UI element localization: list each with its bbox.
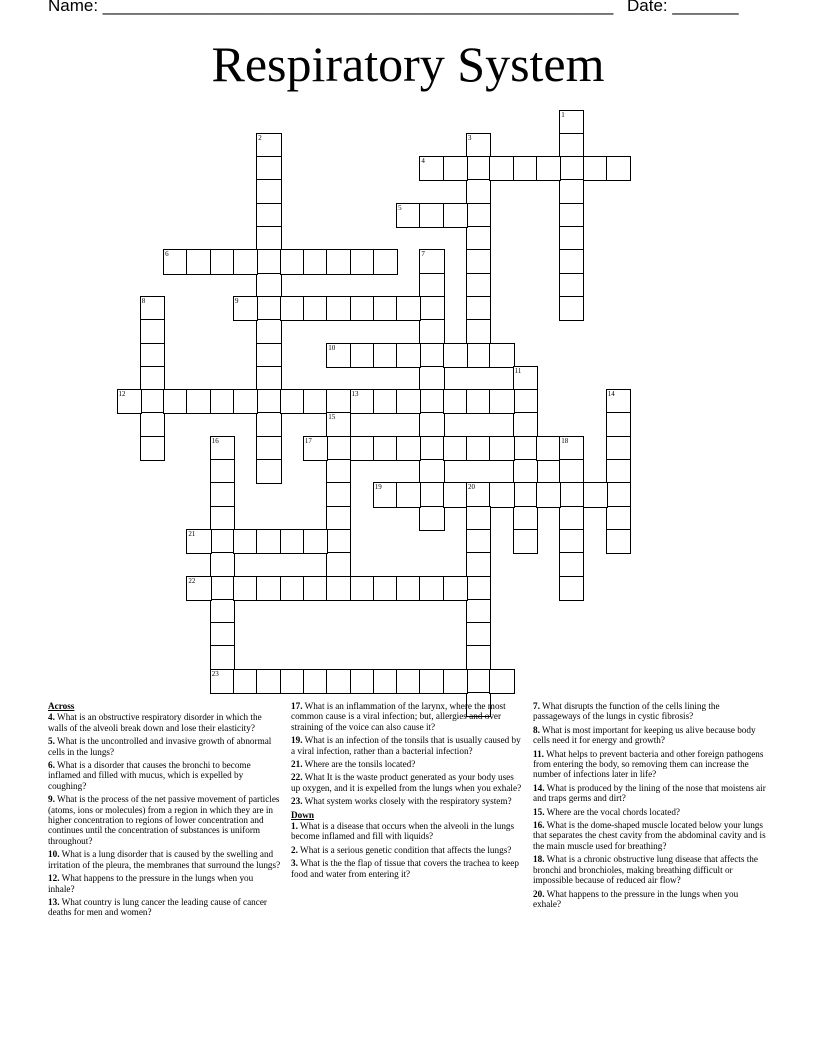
cell-number: 16: [211, 436, 219, 445]
grid-cell[interactable]: [419, 273, 444, 298]
grid-cell[interactable]: [373, 482, 398, 507]
grid-cell[interactable]: [280, 249, 305, 274]
clue-number: 22.: [291, 772, 303, 783]
grid-cell[interactable]: [536, 482, 561, 507]
clue-text: What is an infection of the tonsils that is usually caused by a viral infection, rather than a bacterial infection?: [291, 735, 521, 756]
grid-cell[interactable]: [233, 296, 258, 321]
grid-cell[interactable]: [513, 436, 538, 461]
grid-cell[interactable]: [373, 389, 398, 414]
grid-cell[interactable]: [606, 389, 631, 414]
grid-cell[interactable]: [606, 436, 631, 461]
grid-cell[interactable]: [303, 576, 328, 601]
grid-cell[interactable]: [256, 226, 281, 251]
grid-cell[interactable]: [396, 389, 421, 414]
grid-cell[interactable]: [396, 576, 421, 601]
across-clue-list-continued: [291, 701, 524, 807]
grid-cell[interactable]: [419, 482, 444, 507]
clue-number: 12.: [48, 873, 60, 884]
grid-cell[interactable]: [186, 576, 211, 601]
grid-cell[interactable]: [396, 482, 421, 507]
grid-cell[interactable]: [396, 203, 421, 228]
grid-cell[interactable]: [326, 436, 351, 461]
grid-cell[interactable]: [606, 459, 631, 484]
grid-cell[interactable]: [466, 436, 491, 461]
clue-text: What disrupts the function of the cells lining the passageways of the lungs in cystic fibrosis?: [533, 701, 720, 722]
grid-cell[interactable]: [419, 669, 444, 694]
clue-item: [48, 712, 281, 733]
clue-text: What is an obstructive respiratory disorder in which the walls of the alveoli break down and lose their elasticity?: [48, 712, 262, 733]
name-field-label[interactable]: Name: ______________________________________________________: [48, 0, 614, 15]
grid-cell[interactable]: [559, 506, 584, 531]
clue-item: [291, 821, 524, 842]
grid-cell[interactable]: [419, 203, 444, 228]
grid-cell[interactable]: [466, 645, 491, 670]
grid-cell[interactable]: [326, 506, 351, 531]
grid-cell[interactable]: [210, 645, 235, 670]
cell-number: 5: [398, 203, 402, 212]
grid-cell[interactable]: [443, 482, 468, 507]
grid-cell[interactable]: [559, 436, 584, 461]
grid-cell[interactable]: [186, 389, 211, 414]
grid-cell[interactable]: [210, 436, 235, 461]
grid-cell[interactable]: [419, 506, 444, 531]
grid-cell[interactable]: [419, 296, 444, 321]
grid-cell[interactable]: [256, 459, 281, 484]
grid-cell[interactable]: [256, 133, 281, 158]
clue-item: [48, 736, 281, 757]
grid-cell[interactable]: [513, 156, 538, 181]
grid-cell[interactable]: [280, 389, 305, 414]
grid-cell[interactable]: [606, 412, 631, 437]
clue-number: 11.: [533, 748, 544, 759]
clue-text: Where are the vocal chords located?: [544, 806, 681, 817]
clue-number: 20.: [533, 888, 545, 899]
clue-text: What is the uncontrolled and invasive growth of abnormal cells in the lungs?: [48, 736, 272, 757]
grid-cell[interactable]: [536, 436, 561, 461]
cell-number: 19: [374, 483, 382, 492]
grid-cell[interactable]: [373, 576, 398, 601]
grid-cell[interactable]: [513, 412, 538, 437]
grid-cell[interactable]: [443, 343, 468, 368]
grid-cell[interactable]: [280, 529, 305, 554]
grid-cell[interactable]: [326, 412, 351, 437]
grid-cell[interactable]: [210, 576, 235, 601]
clue-number: 6.: [48, 760, 55, 771]
grid-cell[interactable]: [233, 249, 258, 274]
grid-cell[interactable]: [419, 366, 444, 391]
grid-cell[interactable]: [443, 436, 468, 461]
grid-cell[interactable]: [256, 203, 281, 228]
clue-item: [533, 725, 766, 746]
grid-cell[interactable]: [326, 343, 351, 368]
grid-cell[interactable]: [559, 179, 584, 204]
cell-number: 18: [561, 436, 569, 445]
grid-cell[interactable]: [350, 436, 375, 461]
cell-number: 17: [304, 436, 312, 445]
grid-cell[interactable]: [350, 389, 375, 414]
grid-cell[interactable]: [466, 296, 491, 321]
grid-cell[interactable]: [350, 669, 375, 694]
grid-cell[interactable]: [559, 552, 584, 577]
grid-cell[interactable]: [280, 576, 305, 601]
date-field-label[interactable]: Date: _______: [627, 0, 739, 15]
grid-cell[interactable]: [396, 343, 421, 368]
grid-cell[interactable]: [419, 576, 444, 601]
grid-cell[interactable]: [350, 296, 375, 321]
clue-item: [291, 772, 524, 793]
grid-cell[interactable]: [466, 529, 491, 554]
grid-cell[interactable]: [256, 249, 281, 274]
grid-cell[interactable]: [466, 133, 491, 158]
across-clue-list: [48, 712, 281, 917]
grid-cell[interactable]: [466, 249, 491, 274]
clue-item: [291, 796, 524, 806]
grid-cell[interactable]: [303, 249, 328, 274]
cell-number: 21: [188, 529, 196, 538]
grid-cell[interactable]: [513, 482, 538, 507]
grid-cell[interactable]: [256, 156, 281, 181]
grid-cell[interactable]: [443, 669, 468, 694]
grid-cell[interactable]: [186, 529, 211, 554]
grid-cell[interactable]: [559, 273, 584, 298]
grid-cell[interactable]: [256, 343, 281, 368]
grid-cell[interactable]: [350, 576, 375, 601]
clue-item: [48, 873, 281, 894]
grid-cell[interactable]: [466, 552, 491, 577]
grid-cell[interactable]: [303, 436, 328, 461]
grid-cell[interactable]: [326, 552, 351, 577]
grid-cell[interactable]: [536, 156, 561, 181]
grid-cell[interactable]: [513, 389, 538, 414]
grid-cell[interactable]: [466, 179, 491, 204]
grid-cell[interactable]: [419, 459, 444, 484]
clue-column-3: [533, 701, 766, 912]
grid-cell[interactable]: [466, 156, 491, 181]
cell-number: 20: [468, 483, 475, 492]
clue-text: What is produced by the lining of the nose that moistens air and traps germs and dirt?: [533, 782, 766, 804]
clue-item: [291, 735, 524, 756]
grid-cell[interactable]: [140, 436, 165, 461]
cell-number: 10: [328, 343, 336, 352]
grid-cell[interactable]: [326, 389, 351, 414]
grid-cell[interactable]: [489, 389, 514, 414]
cell-number: 12: [118, 390, 126, 399]
clue-number: 13.: [48, 896, 60, 907]
cell-number: 1: [561, 110, 565, 119]
clue-item: [533, 854, 766, 885]
grid-cell[interactable]: [466, 319, 491, 344]
grid-cell[interactable]: [489, 482, 514, 507]
grid-cell[interactable]: [210, 529, 235, 554]
grid-cell[interactable]: [373, 296, 398, 321]
grid-cell[interactable]: [419, 156, 444, 181]
grid-cell[interactable]: [256, 436, 281, 461]
grid-cell[interactable]: [396, 669, 421, 694]
grid-cell[interactable]: [559, 296, 584, 321]
grid-cell[interactable]: [489, 436, 514, 461]
grid-cell[interactable]: [303, 389, 328, 414]
clue-text: What is an inflammation of the larynx, where the most common cause is a viral infection; but, allergies and over straining of the voice can also cause it?: [291, 701, 506, 732]
grid-cell[interactable]: [210, 669, 235, 694]
grid-cell[interactable]: [326, 296, 351, 321]
grid-cell[interactable]: [443, 156, 468, 181]
grid-cell[interactable]: [419, 319, 444, 344]
grid-cell[interactable]: [466, 622, 491, 647]
grid-cell[interactable]: [280, 669, 305, 694]
clue-text: What It is the waste product generated as your body uses up oxygen, and it is expelled from the lungs when you exhale?: [291, 772, 522, 793]
cell-number: 15: [328, 413, 336, 422]
grid-cell[interactable]: [140, 366, 165, 391]
clue-item: [533, 807, 766, 817]
grid-cell[interactable]: [466, 226, 491, 251]
grid-cell[interactable]: [559, 576, 584, 601]
cell-number: 4: [421, 157, 425, 166]
grid-cell[interactable]: [466, 669, 491, 694]
clue-text: What happens to the pressure in the lungs when you exhale?: [533, 888, 739, 909]
grid-cell[interactable]: [559, 133, 584, 158]
clue-column-2: [291, 701, 524, 882]
cell-number: 9: [235, 296, 239, 305]
down-clue-list: [291, 821, 524, 879]
clue-text: What happens to the pressure in the lungs when you inhale?: [48, 873, 254, 894]
across-heading: Across: [48, 701, 75, 711]
grid-cell[interactable]: [373, 249, 398, 274]
grid-cell[interactable]: [419, 436, 444, 461]
grid-cell[interactable]: [256, 669, 281, 694]
grid-cell[interactable]: [326, 669, 351, 694]
grid-cell[interactable]: [326, 529, 351, 554]
cell-number: 8: [141, 296, 146, 305]
grid-cell[interactable]: [513, 459, 538, 484]
grid-cell[interactable]: [559, 482, 584, 507]
grid-cell[interactable]: [117, 389, 142, 414]
grid-cell[interactable]: [210, 389, 235, 414]
grid-cell[interactable]: [256, 366, 281, 391]
grid-cell[interactable]: [140, 296, 165, 321]
clue-number: 1.: [291, 821, 298, 832]
clue-number: 4.: [48, 712, 55, 723]
grid-cell[interactable]: [489, 156, 514, 181]
grid-cell[interactable]: [326, 482, 351, 507]
clue-number: 3.: [291, 858, 298, 869]
grid-cell[interactable]: [466, 343, 491, 368]
grid-cell[interactable]: [280, 296, 305, 321]
down-clue-list-continued: [533, 701, 766, 909]
grid-cell[interactable]: [140, 412, 165, 437]
grid-cell[interactable]: [373, 436, 398, 461]
grid-cell[interactable]: [583, 482, 608, 507]
grid-cell[interactable]: [396, 436, 421, 461]
grid-cell[interactable]: [303, 529, 328, 554]
grid-cell[interactable]: [140, 389, 165, 414]
grid-cell[interactable]: [513, 529, 538, 554]
grid-cell[interactable]: [606, 506, 631, 531]
grid-cell[interactable]: [256, 576, 281, 601]
cell-number: 2: [258, 133, 262, 142]
cell-number: 14: [607, 390, 615, 399]
grid-cell[interactable]: [489, 669, 514, 694]
clue-text: Where are the tonsils located?: [302, 759, 416, 770]
clue-item: [291, 845, 524, 855]
cell-number: 6: [165, 250, 169, 259]
down-heading: Down: [291, 809, 314, 820]
clue-number: 8.: [533, 724, 540, 735]
grid-cell[interactable]: [443, 389, 468, 414]
clue-text: What is a serious genetic condition that affects the lungs?: [297, 844, 512, 855]
clue-column-1: [48, 701, 281, 921]
grid-cell[interactable]: [233, 529, 258, 554]
grid-cell[interactable]: [559, 529, 584, 554]
clue-text: What is a disorder that causes the bronchi to become inflamed and filled with mucus, which is expelled by coughing?: [48, 760, 251, 791]
cell-number: 23: [211, 669, 219, 678]
grid-cell[interactable]: [513, 366, 538, 391]
grid-cell[interactable]: [210, 482, 235, 507]
grid-cell[interactable]: [256, 296, 281, 321]
clue-text: What is the the flap of tissue that covers the trachea to keep food and water from entering it?: [291, 858, 519, 879]
clue-number: 2.: [291, 844, 298, 855]
grid-cell[interactable]: [466, 389, 491, 414]
grid-cell[interactable]: [163, 249, 188, 274]
clue-item: [533, 783, 766, 804]
clue-text: What is the dome-shaped muscle located below your lungs that separates the chest cavity from the abdominal cavity and is the main muscle used for breathing?: [533, 820, 766, 851]
grid-cell[interactable]: [210, 622, 235, 647]
clue-item: [291, 858, 524, 879]
grid-cell[interactable]: [163, 389, 188, 414]
cell-number: 7: [421, 250, 425, 259]
grid-cell[interactable]: [233, 669, 258, 694]
grid-cell[interactable]: [419, 412, 444, 437]
grid-cell[interactable]: [419, 343, 444, 368]
cell-number: 3: [468, 133, 472, 142]
clue-number: 17.: [291, 701, 303, 711]
grid-cell[interactable]: [419, 249, 444, 274]
grid-cell[interactable]: [210, 552, 235, 577]
grid-cell[interactable]: [606, 529, 631, 554]
grid-cell[interactable]: [466, 506, 491, 531]
grid-cell[interactable]: [350, 249, 375, 274]
clue-text: What system works closely with the respiratory system?: [302, 796, 512, 807]
clue-number: 14.: [533, 782, 545, 793]
grid-cell[interactable]: [256, 179, 281, 204]
grid-cell[interactable]: [326, 576, 351, 601]
grid-cell[interactable]: [210, 249, 235, 274]
cell-number: 22: [188, 576, 196, 585]
grid-cell[interactable]: [256, 319, 281, 344]
clue-item: [291, 759, 524, 769]
grid-cell[interactable]: [256, 389, 281, 414]
grid-cell[interactable]: [419, 389, 444, 414]
grid-cell[interactable]: [489, 343, 514, 368]
clue-text: What is a chronic obstructive lung disease that affects the bronchi and bronchioles, making breathing difficult or impossible because of reduced air flow?: [533, 854, 758, 886]
grid-cell[interactable]: [303, 296, 328, 321]
clue-number: 15.: [533, 806, 545, 817]
clue-number: 21.: [291, 759, 303, 770]
grid-cell[interactable]: [466, 203, 491, 228]
clue-text: What helps to prevent bacteria and other foreign pathogens from entering the body, so removing them can increase the number of infections later in life?: [533, 748, 764, 780]
grid-cell[interactable]: [559, 110, 584, 135]
grid-cell[interactable]: [606, 156, 631, 181]
grid-cell[interactable]: [256, 412, 281, 437]
clue-item: [48, 897, 281, 918]
clue-number: 18.: [533, 854, 545, 865]
clue-number: 5.: [48, 736, 55, 747]
grid-cell[interactable]: [513, 506, 538, 531]
grid-cell[interactable]: [326, 459, 351, 484]
clue-item: [533, 701, 766, 722]
grid-cell[interactable]: [559, 156, 584, 181]
grid-cell[interactable]: [256, 529, 281, 554]
grid-cell[interactable]: [466, 482, 491, 507]
clue-item: [533, 820, 766, 851]
grid-cell[interactable]: [559, 249, 584, 274]
page-title: Respiratory System: [211, 36, 605, 92]
grid-cell[interactable]: [233, 576, 258, 601]
clue-number: 10.: [48, 849, 60, 860]
cell-number: 13: [351, 390, 359, 399]
clue-item: [291, 701, 524, 732]
clue-number: 9.: [48, 794, 55, 805]
clue-number: 19.: [291, 735, 303, 746]
grid-cell[interactable]: [256, 273, 281, 298]
clue-number: 23.: [291, 796, 303, 807]
clue-text: What is a disease that occurs when the alveoli in the lungs become inflamed and fill with liquids?: [291, 821, 515, 842]
grid-cell[interactable]: [559, 459, 584, 484]
grid-cell[interactable]: [466, 273, 491, 298]
grid-cell[interactable]: [606, 482, 631, 507]
grid-cell[interactable]: [326, 249, 351, 274]
clue-item: [533, 749, 766, 780]
clue-item: [48, 760, 281, 791]
grid-cell[interactable]: [233, 389, 258, 414]
grid-cell[interactable]: [373, 343, 398, 368]
clue-text: What is a lung disorder that is caused by the swelling and irritation of the pleura, the membranes that surround the lungs?: [48, 849, 281, 870]
grid-cell[interactable]: [303, 669, 328, 694]
clue-item: [48, 849, 281, 870]
clue-item: [533, 889, 766, 910]
grid-cell[interactable]: [559, 203, 584, 228]
grid-cell[interactable]: [373, 669, 398, 694]
grid-cell[interactable]: [186, 249, 211, 274]
clue-text: What is most important for keeping us alive because body cells need it for energy and growth?: [533, 724, 756, 746]
grid-cell[interactable]: [443, 576, 468, 601]
clue-text: What country is lung cancer the leading cause of cancer deaths for men and women?: [48, 896, 267, 918]
grid-cell[interactable]: [140, 343, 165, 368]
clue-text: What is the process of the net passive movement of particles (atoms, ions or molecules) from a region in which they are in higher concentration to regions of lower concentration and continues until the concentration of substances is uniform throughout?: [48, 794, 280, 846]
clue-item: [48, 794, 281, 846]
clue-number: 16.: [533, 820, 545, 831]
grid-cell[interactable]: [210, 506, 235, 531]
grid-cell[interactable]: [396, 296, 421, 321]
grid-cell[interactable]: [350, 343, 375, 368]
grid-cell[interactable]: [559, 226, 584, 251]
grid-cell[interactable]: [210, 599, 235, 624]
grid-cell[interactable]: [443, 203, 468, 228]
grid-cell[interactable]: [140, 319, 165, 344]
grid-cell[interactable]: [210, 459, 235, 484]
grid-cell[interactable]: [466, 576, 491, 601]
cell-number: 11: [514, 366, 522, 375]
grid-cell[interactable]: [466, 599, 491, 624]
grid-cell[interactable]: [583, 156, 608, 181]
clue-number: 7.: [533, 701, 540, 711]
